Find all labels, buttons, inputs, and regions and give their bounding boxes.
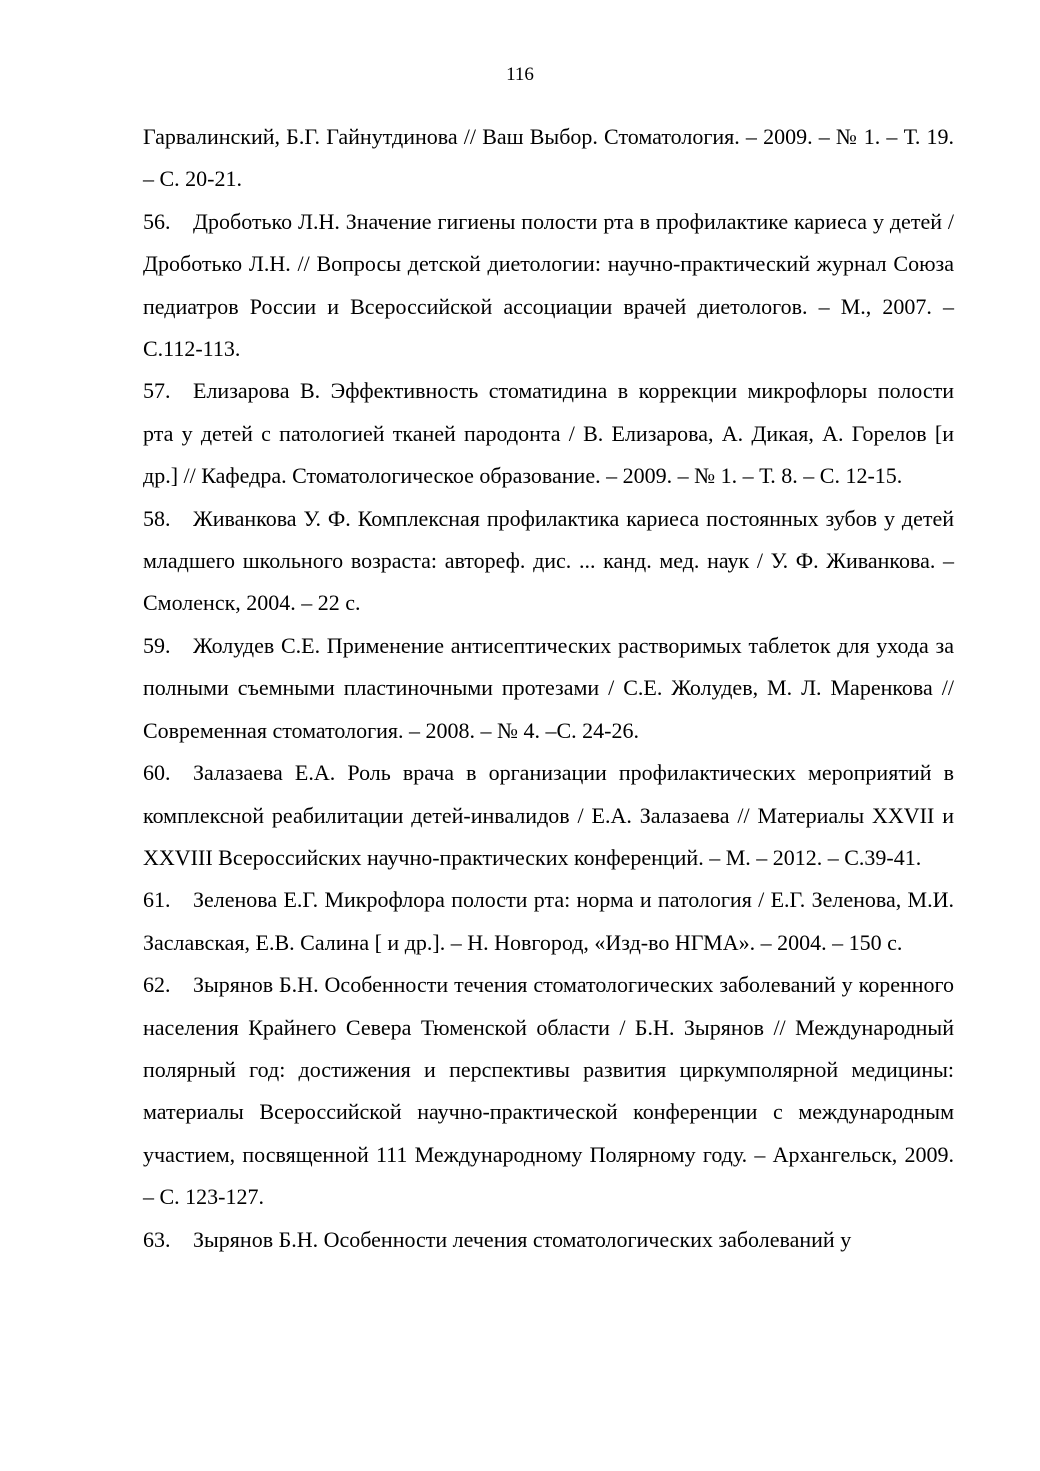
reference-number: 58. bbox=[143, 505, 171, 531]
reference-number: 61. bbox=[143, 887, 171, 913]
reference-item bbox=[143, 625, 954, 752]
reference-item bbox=[143, 879, 954, 964]
reference-item bbox=[143, 201, 954, 371]
reference-number: 57. bbox=[143, 378, 171, 404]
reference-number: 63. bbox=[143, 1226, 171, 1252]
reference-item bbox=[143, 752, 954, 879]
reference-number: 62. bbox=[143, 972, 171, 998]
reference-text: Залазаева Е.А. Роль врача в организации профилактических мероприятий в комплексной реабилитации детей-инвалидов / Е.А. Залазаева // Материалы XXVII и XXVIII Всероссийских научно-практических конференций. – М. – 2012. – С.39-41. bbox=[143, 760, 954, 870]
reference-item bbox=[143, 498, 954, 625]
reference-text: Зырянов Б.Н. Особенности течения стоматологических заболеваний у коренного населения Крайнего Севера Тюменской области / Б.Н. Зырянов // Международный полярный год: достижения и перспективы развития циркумполярной медицины: материалы Всероссийской научно-практической конференции с международным участием, посвященной 111 Международному Полярному году. – Архангельск, 2009. – С. 123-127. bbox=[143, 972, 954, 1210]
reference-text: Жолудев С.Е. Применение антисептических растворимых таблеток для ухода за полными съемными пластиночными протезами / С.Е. Жолудев, М. Л. Маренкова // Современная стоматология. – 2008. – № 4. –С. 24-26. bbox=[143, 632, 954, 743]
reference-text: Елизарова В. Эффективность стоматидина в коррекции микрофлоры полости рта у детей с патологией тканей пародонта / В. Елизарова, А. Дикая, А. Горелов [и др.] // Кафедра. Стоматологическое образование. – 2009. – № 1. – Т. 8. – С. 12-15. bbox=[143, 378, 954, 489]
reference-text: Живанкова У. Ф. Комплексная профилактика кариеса постоянных зубов у детей младшего школьного возраста: автореф. дис. ... канд. мед. наук / У. Ф. Живанкова. – Смоленск, 2004. – 22 с. bbox=[143, 505, 954, 616]
reference-text: Зеленова Е.Г. Микрофлора полости рта: норма и патология / Е.Г. Зеленова, М.И. Заславская, Е.В. Салина [ и др.]. – Н. Новгород, «Изд-во НГМА». – 2004. – 150 с. bbox=[143, 887, 954, 955]
page-number: 116 bbox=[506, 64, 534, 85]
reference-number: 56. bbox=[143, 208, 171, 234]
reference-item bbox=[143, 964, 954, 1218]
reference-continuation: Гарвалинский, Б.Г. Гайнутдинова // Ваш Выбор. Стоматология. – 2009. – № 1. – Т. 19. – С. 20-21. bbox=[143, 124, 954, 192]
reference-item bbox=[143, 1219, 954, 1261]
reference-number: 59. bbox=[143, 632, 171, 658]
reference-number: 60. bbox=[143, 760, 171, 786]
reference-text: Дроботько Л.Н. Значение гигиены полости рта в профилактике кариеса у детей / Дроботько Л.Н. // Вопросы детской диетологии: научно-практический журнал Союза педиатров России и Всероссийской ассоциации врачей диетологов. – М., 2007. – С.112-113. bbox=[143, 208, 954, 362]
reference-list bbox=[143, 116, 954, 1261]
reference-item bbox=[143, 370, 954, 497]
reference-text: Зырянов Б.Н. Особенности лечения стоматологических заболеваний у bbox=[193, 1226, 852, 1252]
